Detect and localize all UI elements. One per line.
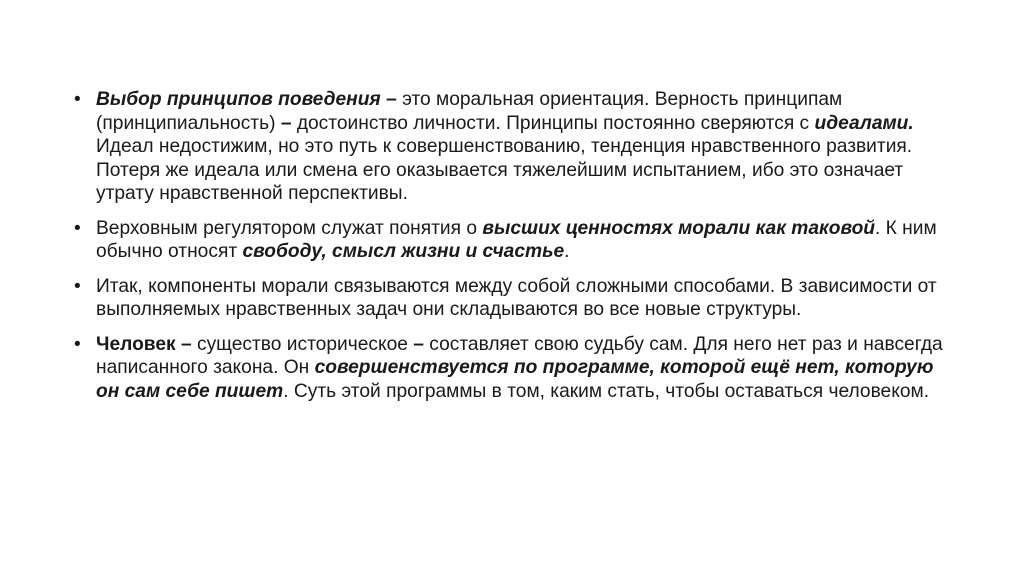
bullet-dot: • [74,217,81,239]
bullet-item-3 [74,275,954,322]
text-segment: существо историческое [196,333,414,355]
text-segment: Идеал недостижим, но это путь к совершенствованию, тенденция нравственного развития. Потеря же идеала или смена его оказывается тяжелейшим испытанием, ибо это означает утрату нравственной перспективы. [96,136,913,204]
text-segment: Итак, компоненты морали связываются между собой сложными способами. В зависимости от выполняемых нравственных задач они складываются во все новые структуры. [96,275,937,320]
text-segment: – [380,89,403,110]
text-segment: – [280,112,292,134]
text-segment: . К ним обычно относят [96,217,937,262]
text-segment: высших ценностях морали как таковой [482,217,876,239]
text-segment: совершенствуется по программе, которой ещё нет, которую он сам себе пишет [96,357,934,402]
text-segment: – [175,333,197,355]
bullet-dot: • [74,275,81,297]
text-segment: Верховным регулятором служат понятия о [96,217,483,239]
text-segment: – [413,333,424,355]
text-segment: это моральная ориентация. Верность принципам (принципиальность) [96,89,843,134]
text-segment: . [564,241,570,262]
text-segment: свободу, смысл жизни и счастье [242,241,565,262]
bullet-list [74,88,954,414]
bullet-dot: • [74,333,81,355]
bullet-dot: • [74,89,81,110]
text-segment: достоинство личности. Принципы постоянно сверяются с [291,112,815,134]
bullet-item-2 [74,217,954,264]
text-segment: Выбор принципов поведения [96,89,381,110]
bullet-item-4 [74,333,954,404]
bullet-item-1 [74,88,954,206]
text-segment: Человек [96,333,176,355]
text-segment: составляет свою судьбу сам. Для него нет раз и навсегда написанного закона. Он [96,333,943,378]
text-segment: идеалами. [814,112,914,134]
text-segment: . Суть этой программы в том, каким стать, чтобы оставаться человеком. [283,380,930,402]
